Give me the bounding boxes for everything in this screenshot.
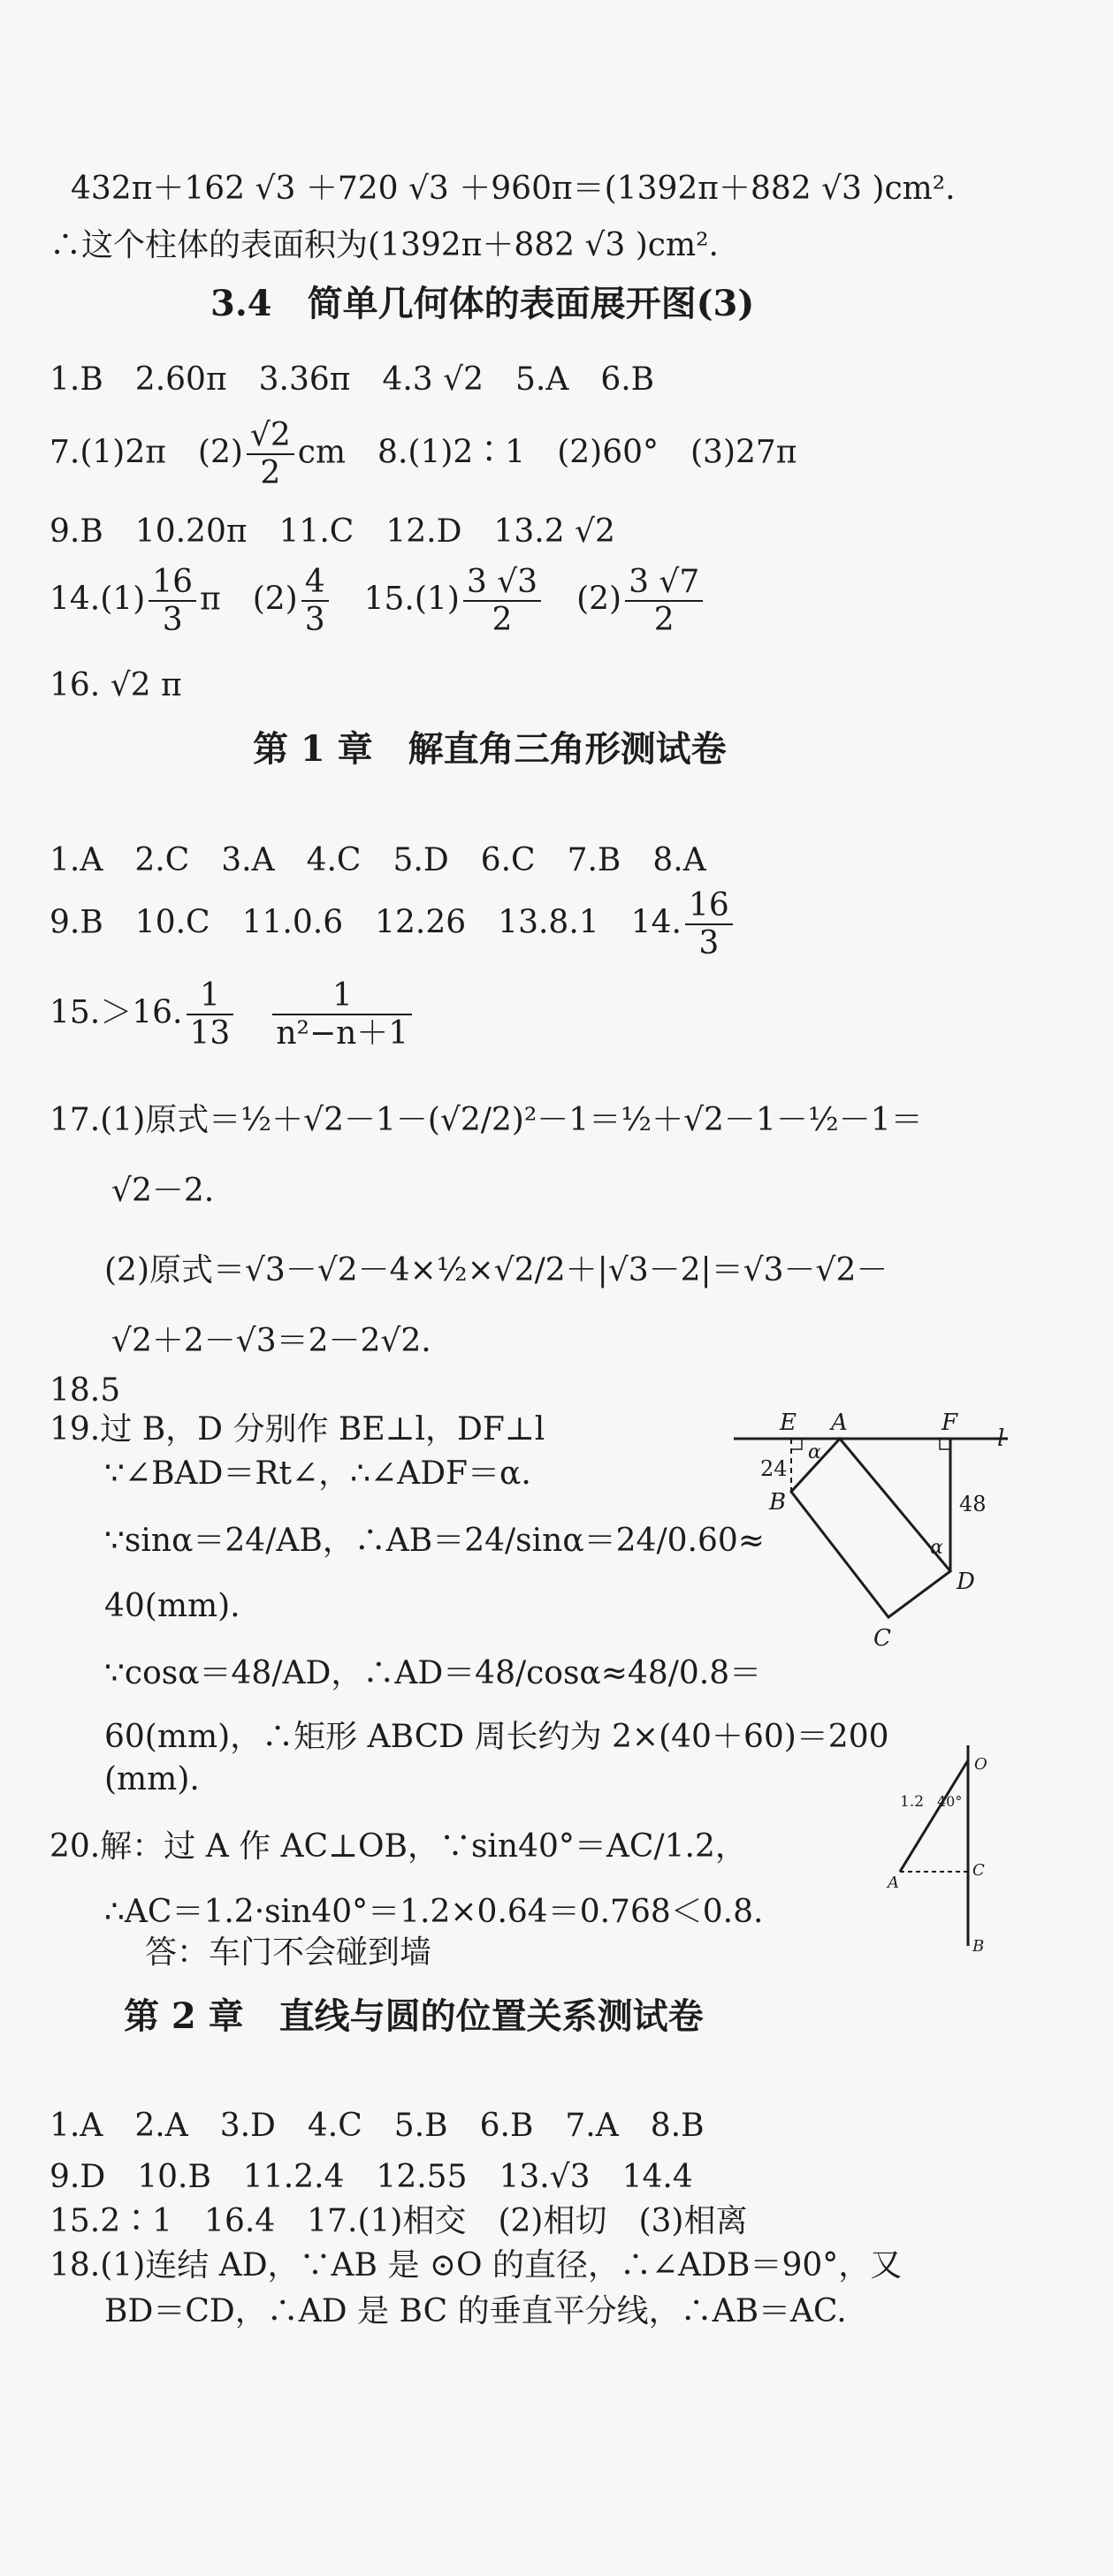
fraction-numerator: 1: [272, 977, 412, 1015]
fraction-numerator: 3 √3: [463, 564, 541, 602]
b2-prefix: 9.B 10.C 11.0.6 12.26 13.8.1 14.: [50, 904, 682, 941]
fraction-denominator: 3: [162, 602, 183, 639]
fraction-denominator: 2: [653, 602, 675, 639]
fraction-3sqrt7-2: [625, 564, 703, 639]
a4-part4: (2): [545, 581, 622, 618]
answer-line-b7: √2＋2－√3＝2－2√2.: [111, 1323, 431, 1359]
label-b: B: [769, 1489, 787, 1516]
answer-line-c1: 1.A 2.A 3.D 4.C 5.B 6.B 7.A 8.B: [50, 2108, 705, 2144]
fraction-denominator: 2: [260, 455, 281, 492]
chapter-2-heading: 第 2 章 直线与圆的位置关系测试卷: [124, 1995, 704, 2037]
right-angle-e: [791, 1439, 802, 1449]
label-24: 24: [760, 1456, 788, 1481]
label-alpha-bottom: α: [930, 1537, 943, 1559]
label-o: O: [974, 1755, 987, 1774]
fraction-numerator: 16: [685, 887, 733, 925]
a2-suffix: cm 8.(1)2∶1 (2)60° (3)27π: [297, 434, 797, 471]
fraction-numerator: 3 √7: [625, 564, 703, 602]
answer-line-b14: 60(mm)，∴矩形 ABCD 周长约为 2×(40＋60)＝200: [104, 1719, 889, 1755]
answer-line-b13: ∵cosα＝48/AD，∴AD＝48/cosα≈48/0.8＝: [104, 1655, 762, 1691]
fraction-sqrt2-over-2: [247, 417, 294, 492]
label-c: C: [972, 1861, 985, 1880]
answer-line-b3: [50, 977, 415, 1052]
a4-part3: 15.(1): [332, 581, 460, 618]
label-alpha-top: α: [808, 1441, 821, 1463]
b3-prefix: 15.＞16.: [50, 994, 183, 1031]
fraction-denominator: 3: [304, 602, 325, 639]
fraction-16-3: [149, 564, 196, 639]
section-heading-3-4: 3.4 简单几何体的表面展开图(3): [210, 283, 755, 324]
fraction-16-3-b: [685, 887, 733, 962]
a4-part2: π (2): [200, 581, 298, 618]
answer-line-b10: ∵∠BAD＝Rt∠，∴∠ADF＝α.: [104, 1455, 531, 1492]
answer-line-b1: 1.A 2.C 3.A 4.C 5.D 6.C 7.B 8.A: [50, 842, 706, 878]
fraction-denominator: n²−n＋1: [276, 1015, 409, 1052]
fraction-denominator: 2: [492, 602, 513, 639]
fraction-1-13: [187, 977, 234, 1052]
a2-prefix: 7.(1)2π (2): [50, 434, 243, 471]
answer-line-b9: 19.过 B，D 分别作 BE⊥l，DF⊥l: [50, 1411, 545, 1448]
answer-line-c5: BD＝CD，∴AD 是 BC 的垂直平分线，∴AB＝AC.: [104, 2293, 847, 2329]
answer-line-b12: 40(mm).: [104, 1588, 240, 1624]
answer-line-b5: √2－2.: [111, 1173, 215, 1209]
answer-line-a5: 16. √2 π: [50, 667, 182, 703]
label-48: 48: [959, 1492, 987, 1516]
chapter-1-heading: 第 1 章 解直角三角形测试卷: [253, 728, 727, 770]
answer-line-c2: 9.D 10.B 11.2.4 12.55 13.√3 14.4: [50, 2159, 693, 2195]
label-l: l: [997, 1425, 1005, 1452]
fraction-4-3: [301, 564, 329, 639]
label-40-degree: 40°: [937, 1793, 963, 1810]
answer-line-b15: (mm).: [104, 1761, 200, 1797]
rectangle-abcd: [791, 1439, 950, 1617]
answer-line-b8: 18.5: [50, 1372, 121, 1409]
label-b: B: [972, 1937, 985, 1956]
answer-line-b6: (2)原式＝√3－√2－4×½×√2/2＋|√3－2|＝√3－√2－: [104, 1252, 888, 1288]
a4-part1: 14.(1): [50, 581, 146, 618]
answer-line-c4: 18.(1)连结 AD，∵AB 是 ⊙O 的直径，∴∠ADB＝90°，又: [50, 2247, 903, 2283]
label-e: E: [780, 1410, 797, 1436]
fraction-1-n2-n-1: [272, 977, 412, 1052]
answer-line-b11: ∵sinα＝24/AB，∴AB＝24/sinα＝24/0.60≈: [104, 1523, 765, 1559]
fraction-numerator: 1: [187, 977, 234, 1015]
fraction-numerator: √2: [247, 417, 294, 455]
answer-line-b16: 20.解：过 A 作 AC⊥OB，∵sin40°＝AC/1.2，: [50, 1828, 747, 1865]
figure-rectangle-abcd: [716, 1405, 1017, 1661]
label-a: A: [888, 1873, 899, 1892]
label-d: D: [957, 1569, 975, 1595]
answer-line-b2: [50, 887, 736, 962]
text-line-2: ∴这个柱体的表面积为(1392π＋882 √3 )cm².: [50, 227, 719, 263]
answer-line-b4: 17.(1)原式＝½＋√2－1－(√2/2)²－1＝½＋√2－1－½－1＝: [50, 1102, 923, 1138]
right-angle-f: [940, 1439, 950, 1449]
label-a: A: [831, 1410, 848, 1436]
fraction-denominator: 13: [189, 1015, 231, 1052]
answer-line-b18: 答：车门不会碰到墙: [145, 1934, 432, 1971]
answer-line-a3: 9.B 10.20π 11.C 12.D 13.2 √2: [50, 513, 615, 550]
answer-line-b17: ∴AC＝1.2·sin40°＝1.2×0.64＝0.768＜0.8.: [104, 1894, 764, 1930]
label-c: C: [873, 1625, 891, 1652]
text-line-1: 432π＋162 √3 ＋720 √3 ＋960π＝(1392π＋882 √3 )cm².: [71, 171, 956, 207]
fraction-numerator: 4: [301, 564, 329, 602]
segment-oa: [900, 1760, 968, 1872]
label-1-2: 1.2: [900, 1793, 925, 1811]
answer-line-a2: [50, 417, 797, 492]
fraction-numerator: 16: [149, 564, 196, 602]
figure-car-door: [875, 1741, 1017, 1962]
answer-line-c3: 15.2∶1 16.4 17.(1)相交 (2)相切 (3)相离: [50, 2203, 748, 2239]
fraction-3sqrt3-2: [463, 564, 541, 639]
label-f: F: [941, 1410, 958, 1436]
fraction-denominator: 3: [698, 925, 720, 962]
answer-line-a4: [50, 564, 706, 639]
answer-line-a1: 1.B 2.60π 3.36π 4.3 √2 5.A 6.B: [50, 361, 655, 398]
